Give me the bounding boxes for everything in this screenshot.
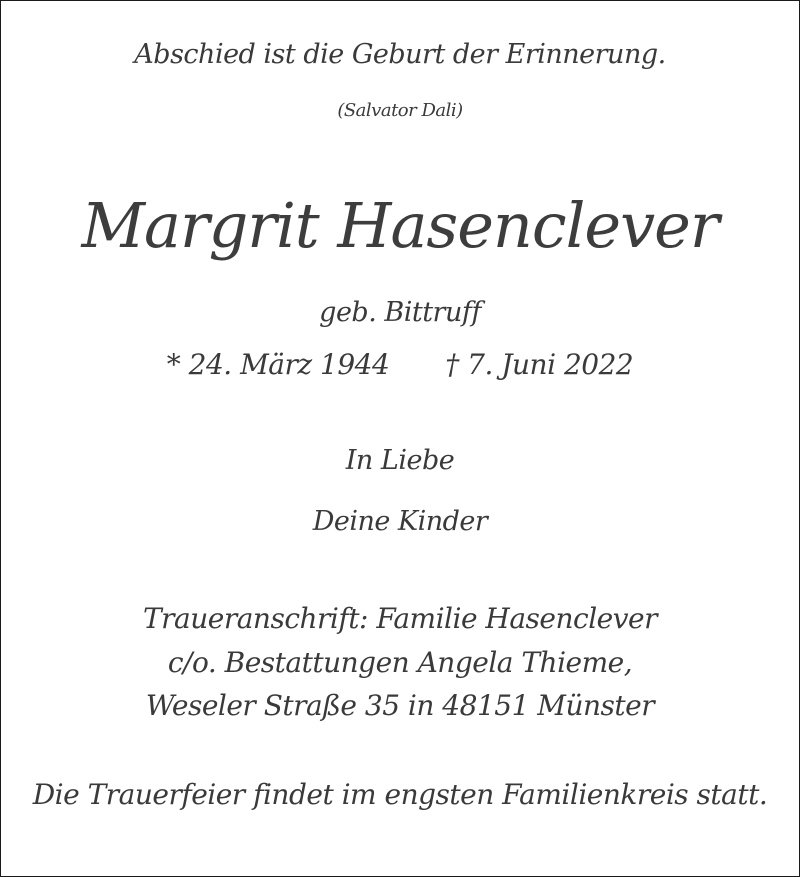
signed-by: Deine Kinder xyxy=(312,506,488,537)
closing-note: Die Trauerfeier findet im engsten Familienkreis statt. xyxy=(32,778,768,811)
quote-author: (Salvator Dali) xyxy=(337,100,463,121)
death-date: † 7. Juni 2022 xyxy=(445,348,634,381)
deceased-name: Margrit Hasenclever xyxy=(81,189,719,262)
address-line-3: Weseler Straße 35 in 48151 Münster xyxy=(145,689,655,722)
quote: Abschied ist die Geburt der Erinnerung. xyxy=(134,39,666,70)
life-dates xyxy=(1,348,799,381)
address-line-2: c/o. Bestattungen Angela Thieme, xyxy=(167,646,633,679)
address-line-1: Traueranschrift: Familie Hasenclever xyxy=(142,602,657,635)
birth-date: * 24. März 1944 xyxy=(166,348,390,381)
maiden-name: geb. Bittruff xyxy=(319,297,481,328)
farewell-text: In Liebe xyxy=(345,445,455,476)
